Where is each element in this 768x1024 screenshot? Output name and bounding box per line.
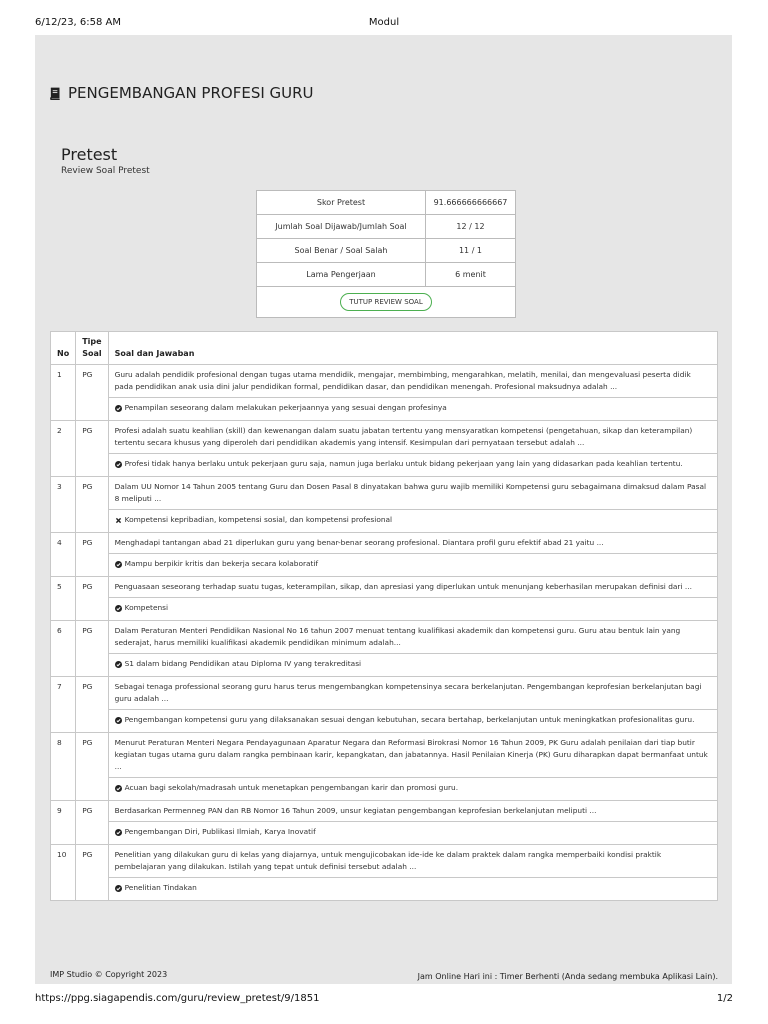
check-circle-icon bbox=[115, 560, 122, 572]
print-footer bbox=[35, 993, 733, 1007]
header-content: Soal dan Jawaban bbox=[108, 332, 717, 365]
answer-text: Mampu berpikir kritis dan bekerja secara kolaboratif bbox=[124, 559, 319, 568]
answer-row bbox=[51, 510, 718, 533]
question-row bbox=[51, 677, 718, 710]
check-circle-icon bbox=[115, 404, 122, 416]
online-clock-status: Jam Online Hari ini : Timer Berhenti (Anda sedang membuka Aplikasi Lain). bbox=[417, 972, 718, 981]
question-row bbox=[51, 733, 718, 778]
close-review-button[interactable]: TUTUP REVIEW SOAL bbox=[340, 293, 431, 311]
answer-row bbox=[51, 822, 718, 845]
check-circle-icon bbox=[115, 604, 122, 616]
question-text: Menghadapi tantangan abad 21 diperlukan guru yang benar-benar seorang profesional. Diantara profil guru efektif abad 21 yaitu ... bbox=[108, 533, 717, 554]
answer-cell bbox=[108, 510, 717, 533]
answer-row bbox=[51, 654, 718, 677]
question-type: PG bbox=[76, 733, 108, 801]
duration-row bbox=[257, 263, 516, 287]
header-no: No bbox=[51, 332, 76, 365]
question-text: Menurut Peraturan Menteri Negara Pendayagunaan Aparatur Negara dan Reformasi Birokrasi Nomor 16 Tahun 2009, PK Guru adalah penilaian dari tiap butir kegiatan tugas utama guru dalam rangka pembinaan karir, kepangkatan, dan jabatannya. Hasil Penilaian Kinerja (PK) Guru diharapkan dapat bermanfaat untuk ... bbox=[108, 733, 717, 778]
question-type: PG bbox=[76, 577, 108, 621]
answer-cell bbox=[108, 398, 717, 421]
question-type: PG bbox=[76, 621, 108, 677]
answer-cell bbox=[108, 654, 717, 677]
score-value: 91.666666666667 bbox=[426, 191, 516, 215]
answer-row bbox=[51, 398, 718, 421]
question-text: Penelitian yang dilakukan guru di kelas yang diajarnya, untuk mengujicobakan ide-ide ke dalam praktek dalam rangka memperbaiki kondisi praktik pembelajaran yang dilakukan. Istilah yang tepat untuk definisi tersebut adalah ... bbox=[108, 845, 717, 878]
print-header bbox=[35, 17, 733, 31]
answer-cell bbox=[108, 778, 717, 801]
question-type: PG bbox=[76, 677, 108, 733]
module-title: PENGEMBANGAN PROFESI GURU bbox=[68, 84, 314, 102]
pretest-subtitle: Review Soal Pretest bbox=[61, 166, 150, 176]
answer-cell bbox=[108, 598, 717, 621]
question-text: Dalam Peraturan Menteri Pendidikan Nasional No 16 tahun 2007 menuat tentang kualifikasi akademik dan kompetensi guru. Guru atau bentuk lain yang sederajat, harus memiliki kualifikasi akademik pendidikan minimum adalah... bbox=[108, 621, 717, 654]
check-circle-icon bbox=[115, 460, 122, 472]
question-type: PG bbox=[76, 533, 108, 577]
answer-cell bbox=[108, 710, 717, 733]
duration-value: 6 menit bbox=[426, 263, 516, 287]
check-circle-icon bbox=[115, 660, 122, 672]
print-page-number: 1/2 bbox=[716, 993, 733, 1004]
check-circle-icon bbox=[115, 884, 122, 896]
duration-label: Lama Pengerjaan bbox=[257, 263, 426, 287]
questions-body bbox=[51, 365, 718, 901]
question-type: PG bbox=[76, 421, 108, 477]
answer-row bbox=[51, 878, 718, 901]
answer-text: S1 dalam bidang Pendidikan atau Diploma IV yang terakreditasi bbox=[124, 659, 362, 668]
question-number: 5 bbox=[51, 577, 76, 621]
question-row bbox=[51, 845, 718, 878]
pretest-title: Pretest bbox=[61, 145, 118, 164]
correct-wrong-row bbox=[257, 239, 516, 263]
module-page bbox=[35, 35, 732, 984]
questions-header-row bbox=[51, 332, 718, 365]
question-number: 4 bbox=[51, 533, 76, 577]
print-url: https://ppg.siagapendis.com/guru/review_pretest/9/1851 bbox=[35, 993, 320, 1004]
answer-text: Profesi tidak hanya berlaku untuk pekerjaan guru saja, namun juga berlaku untuk bidang pekerjaan yang lain yang didasarkan pada keahlian tertentu. bbox=[124, 459, 683, 468]
question-row bbox=[51, 477, 718, 510]
question-type: PG bbox=[76, 801, 108, 845]
question-number: 2 bbox=[51, 421, 76, 477]
copyright: IMP Studio © Copyright 2023 bbox=[50, 970, 168, 979]
score-label: Skor Pretest bbox=[257, 191, 426, 215]
answer-text: Pengembangan Diri, Publikasi Ilmiah, Karya Inovatif bbox=[124, 827, 316, 836]
question-row bbox=[51, 533, 718, 554]
answer-text: Penelitian Tindakan bbox=[124, 883, 197, 892]
question-row bbox=[51, 801, 718, 822]
answered-label: Jumlah Soal Dijawab/Jumlah Soal bbox=[257, 215, 426, 239]
question-number: 3 bbox=[51, 477, 76, 533]
question-text: Berdasarkan Permenneg PAN dan RB Nomor 16 Tahun 2009, unsur kegiatan pengembangan keprofesian berkelanjutan meliputi ... bbox=[108, 801, 717, 822]
print-datetime: 6/12/23, 6:58 AM bbox=[35, 17, 122, 28]
answer-cell bbox=[108, 454, 717, 477]
answer-row bbox=[51, 454, 718, 477]
answer-cell bbox=[108, 554, 717, 577]
question-text: Penguasaan seseorang terhadap suatu tugas, keterampilan, sikap, dan apresiasi yang diperlukan untuk menunjang keberhasilan merupakan definisi dari ... bbox=[108, 577, 717, 598]
answer-row bbox=[51, 710, 718, 733]
answer-text: Kompetensi bbox=[124, 603, 169, 612]
answer-row bbox=[51, 778, 718, 801]
question-type: PG bbox=[76, 845, 108, 901]
answer-text: Kompetensi kepribadian, kompetensi sosial, dan kompetensi profesional bbox=[124, 515, 393, 524]
check-circle-icon bbox=[115, 784, 122, 796]
book-icon bbox=[49, 87, 62, 100]
score-row bbox=[257, 191, 516, 215]
answer-row bbox=[51, 598, 718, 621]
print-title: Modul bbox=[368, 17, 400, 28]
answer-text: Penampilan seseorang dalam melakukan pekerjaannya yang sesuai dengan profesinya bbox=[124, 403, 447, 412]
question-number: 8 bbox=[51, 733, 76, 801]
answered-value: 12 / 12 bbox=[426, 215, 516, 239]
check-circle-icon bbox=[115, 828, 122, 840]
questions-table bbox=[50, 331, 718, 901]
correct-wrong-value: 11 / 1 bbox=[426, 239, 516, 263]
answered-row bbox=[257, 215, 516, 239]
question-type: PG bbox=[76, 477, 108, 533]
check-circle-icon bbox=[115, 716, 122, 728]
question-row bbox=[51, 577, 718, 598]
question-row bbox=[51, 421, 718, 454]
close-review-row bbox=[257, 287, 516, 318]
answer-cell bbox=[108, 878, 717, 901]
question-text: Guru adalah pendidik profesional dengan tugas utama mendidik, mengajar, membimbing, mengarahkan, melatih, menilai, dan mengevaluasi peserta didik pada pendidikan anak usia dini jalur pendidikan formal, pendidikan dasar, dan pendidikan menengah. Profesional maksudnya adalah ... bbox=[108, 365, 717, 398]
question-number: 7 bbox=[51, 677, 76, 733]
answer-row bbox=[51, 554, 718, 577]
answer-text: Pengembangan kompetensi guru yang dilaksanakan sesuai dengan kebutuhan, secara bertahap, berkelanjutan untuk meningkatkan profesionalitas guru. bbox=[124, 715, 695, 724]
question-type: PG bbox=[76, 365, 108, 421]
question-number: 1 bbox=[51, 365, 76, 421]
score-table bbox=[256, 190, 516, 318]
question-text: Sebagai tenaga professional seorang guru harus terus mengembangkan kompetensinya secara berkelanjutan. Pengembangan keprofesian berkelanjutan bagi guru adalah ... bbox=[108, 677, 717, 710]
question-number: 6 bbox=[51, 621, 76, 677]
cross-icon bbox=[115, 516, 122, 528]
correct-wrong-label: Soal Benar / Soal Salah bbox=[257, 239, 426, 263]
question-text: Profesi adalah suatu keahlian (skill) dan kewenangan dalam suatu jabatan tertentu yang mensyaratkan kompetensi (pengetahuan, sikap dan keterampilan) tertentu secara khusus yang diperoleh dari pendidikan akademis yang intensif. Kesimpulan dari pernyataan tersebut adalah ... bbox=[108, 421, 717, 454]
question-number: 9 bbox=[51, 801, 76, 845]
answer-text: Acuan bagi sekolah/madrasah untuk menetapkan pengembangan karir dan promosi guru. bbox=[124, 783, 459, 792]
question-row bbox=[51, 365, 718, 398]
answer-cell bbox=[108, 822, 717, 845]
module-heading bbox=[49, 84, 314, 102]
header-type: Tipe Soal bbox=[76, 332, 108, 365]
question-row bbox=[51, 621, 718, 654]
close-review-cell bbox=[257, 287, 516, 318]
question-number: 10 bbox=[51, 845, 76, 901]
question-text: Dalam UU Nomor 14 Tahun 2005 tentang Guru dan Dosen Pasal 8 dinyatakan bahwa guru wajib memiliki Kompetensi guru sebagaimana dimaksud dalam Pasal 8 meliputi ... bbox=[108, 477, 717, 510]
